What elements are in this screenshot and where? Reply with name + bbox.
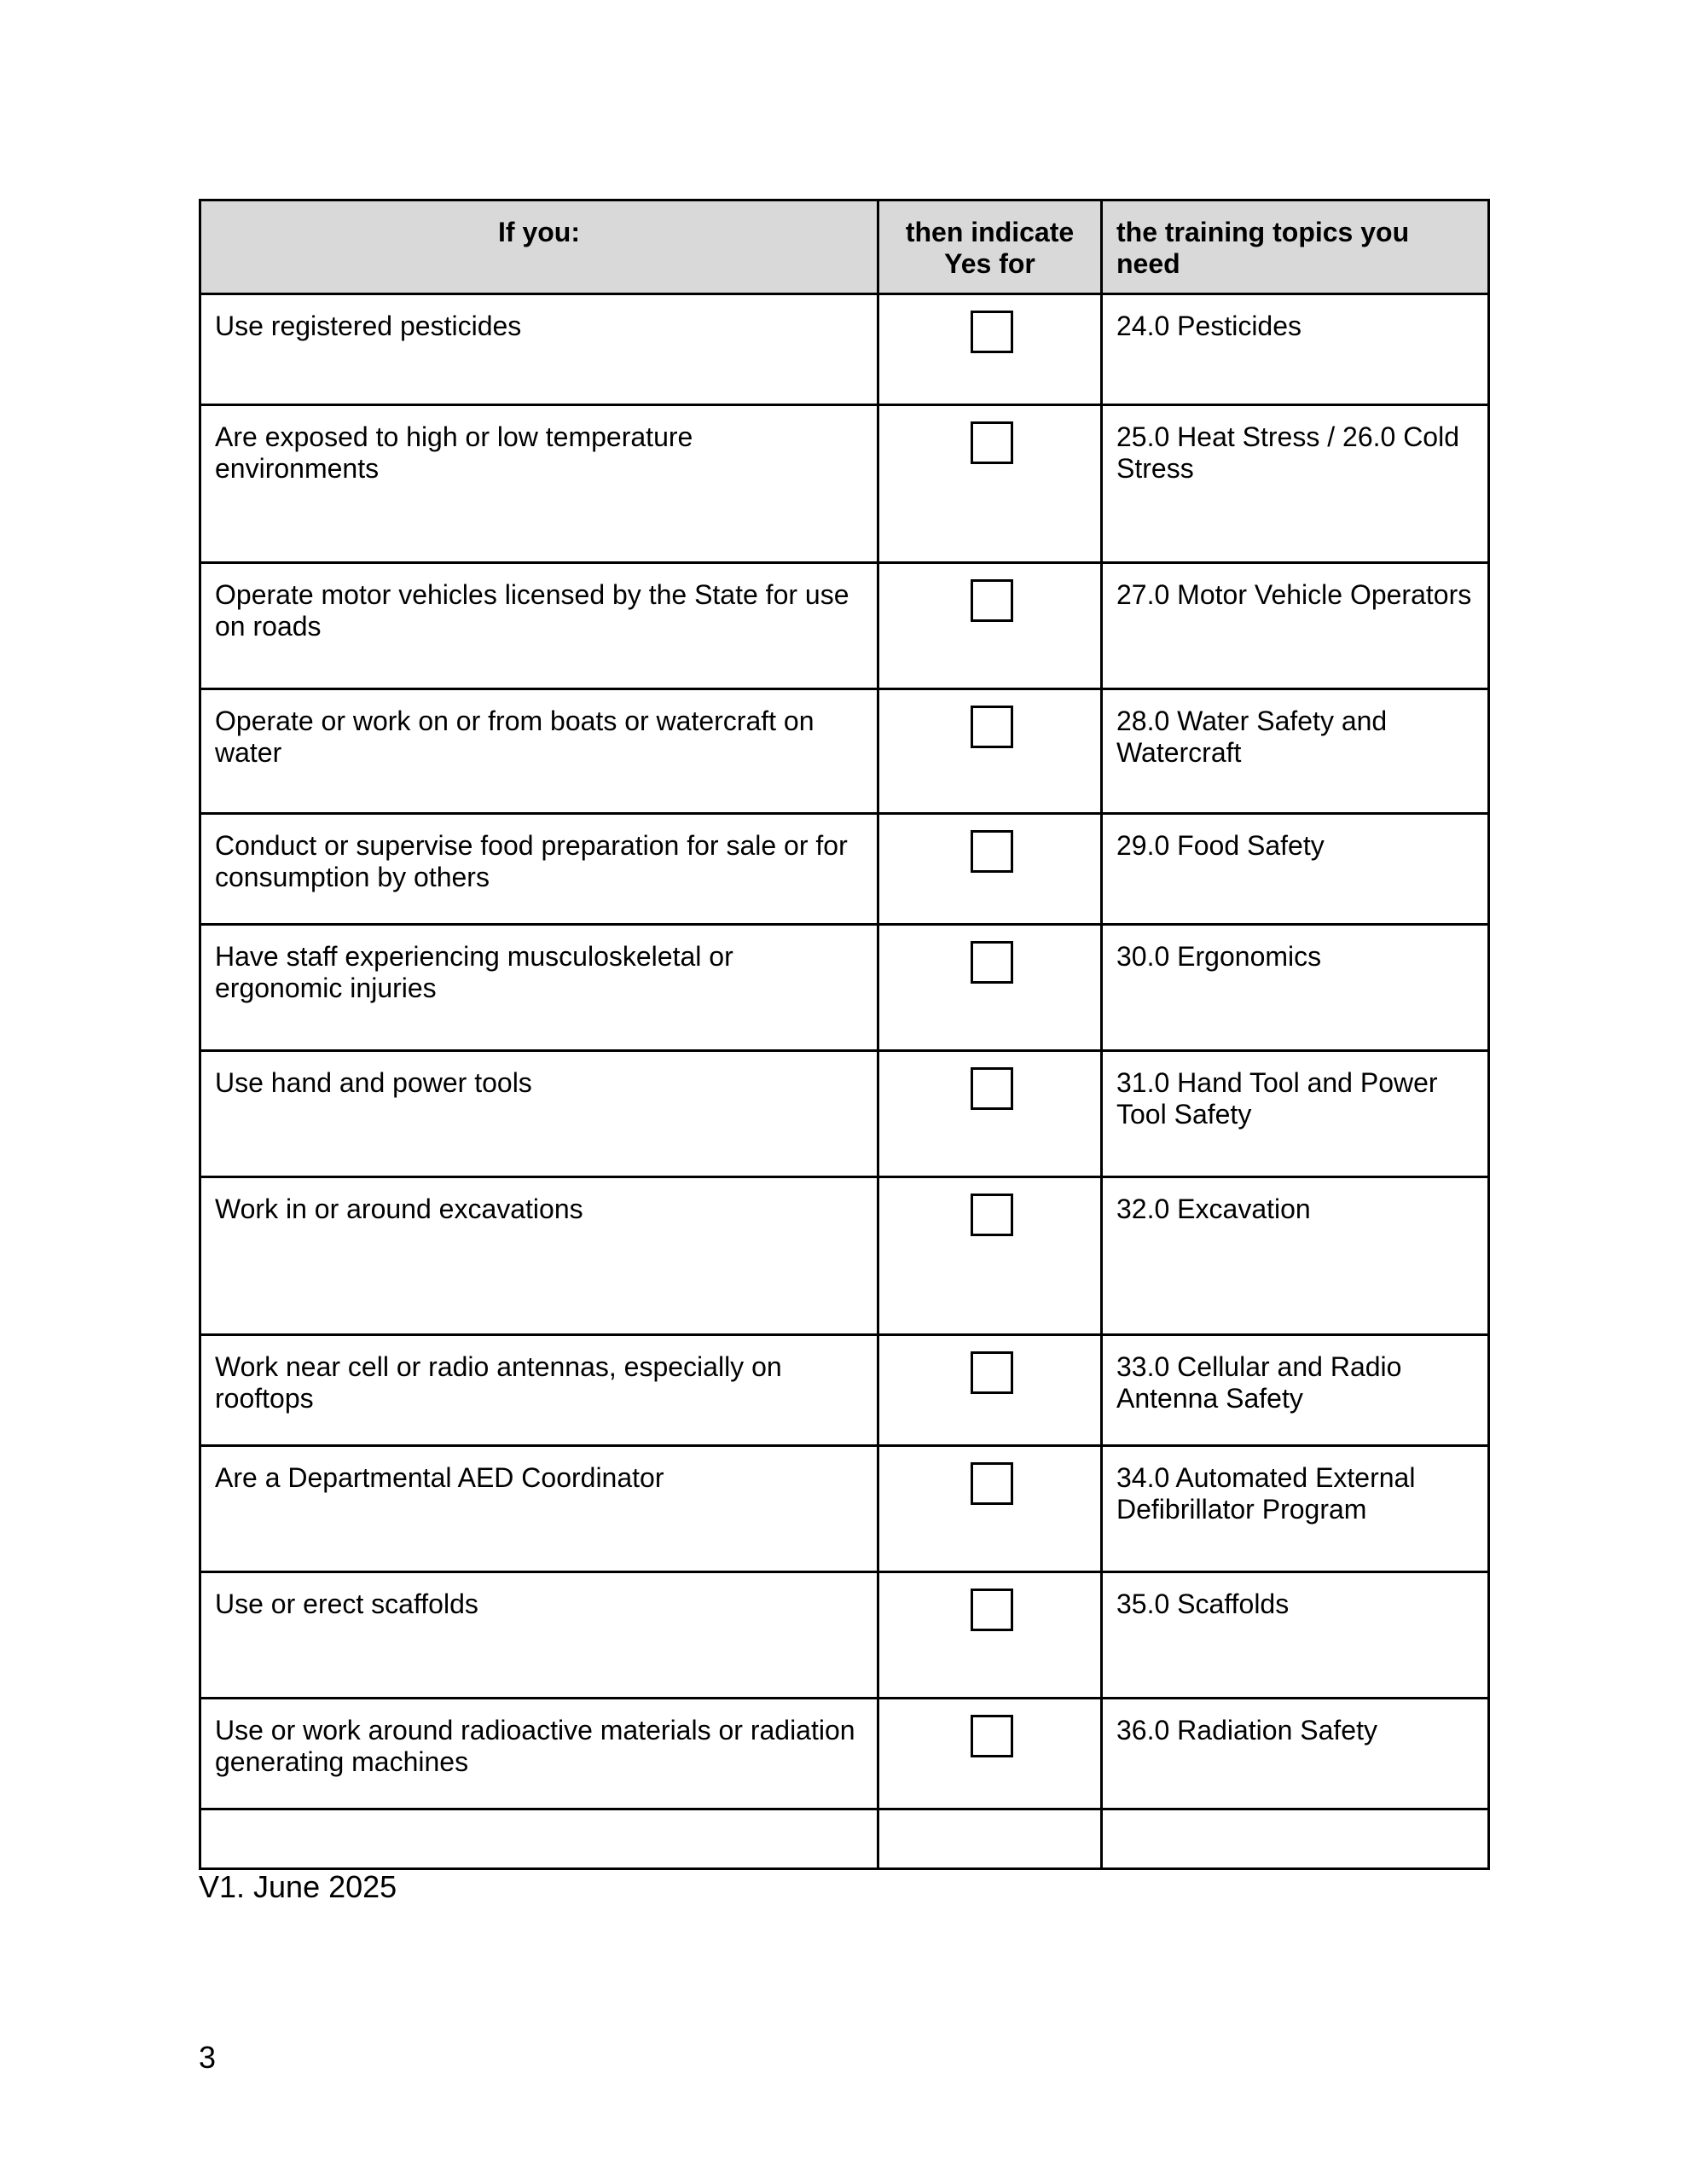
table-row [200, 1446, 1489, 1572]
table-body [200, 294, 1489, 1869]
table-row [200, 1335, 1489, 1446]
checkbox-cell [878, 1335, 1102, 1446]
training-topic-cell: 24.0 Pesticides [1102, 294, 1489, 405]
condition-cell: Work in or around excavations [200, 1177, 878, 1335]
yes-checkbox[interactable] [971, 1715, 1013, 1757]
checkbox-cell [878, 294, 1102, 405]
yes-checkbox[interactable] [971, 311, 1013, 353]
yes-checkbox[interactable] [971, 1067, 1013, 1110]
checkbox-cell [878, 405, 1102, 563]
table-row [200, 1177, 1489, 1335]
condition-cell: Operate motor vehicles licensed by the State for use on roads [200, 563, 878, 689]
yes-checkbox[interactable] [971, 830, 1013, 873]
training-topics-table [199, 199, 1490, 1870]
table-row [200, 1051, 1489, 1177]
yes-checkbox[interactable] [971, 941, 1013, 984]
table-row [200, 925, 1489, 1051]
checkbox-cell [878, 1446, 1102, 1572]
header-indicate-yes: then indicate Yes for [878, 200, 1102, 294]
yes-checkbox[interactable] [971, 1351, 1013, 1394]
training-topic-cell: 27.0 Motor Vehicle Operators [1102, 563, 1489, 689]
checkbox-cell [878, 814, 1102, 925]
version-text: V1. June 2025 [199, 1869, 397, 1904]
yes-checkbox[interactable] [971, 706, 1013, 748]
training-topic-cell: 29.0 Food Safety [1102, 814, 1489, 925]
checkbox-cell [878, 925, 1102, 1051]
table-row [200, 814, 1489, 925]
table-row [200, 1572, 1489, 1699]
training-topic-cell: 28.0 Water Safety and Watercraft [1102, 689, 1489, 814]
empty-cell [878, 1809, 1102, 1869]
yes-checkbox[interactable] [971, 1589, 1013, 1631]
condition-cell: Use hand and power tools [200, 1051, 878, 1177]
yes-checkbox[interactable] [971, 1462, 1013, 1505]
condition-cell: Operate or work on or from boats or watercraft on water [200, 689, 878, 814]
table-row [200, 294, 1489, 405]
checkbox-cell [878, 563, 1102, 689]
training-topic-cell: 34.0 Automated External Defibrillator Program [1102, 1446, 1489, 1572]
training-topic-cell: 25.0 Heat Stress / 26.0 Cold Stress [1102, 405, 1489, 563]
table-row [200, 689, 1489, 814]
empty-cell [200, 1809, 878, 1869]
empty-cell [1102, 1809, 1489, 1869]
condition-cell: Use registered pesticides [200, 294, 878, 405]
table-row [200, 1699, 1489, 1809]
condition-cell: Have staff experiencing musculoskeletal or ergonomic injuries [200, 925, 878, 1051]
condition-cell: Use or work around radioactive materials or radiation generating machines [200, 1699, 878, 1809]
training-topic-cell: 35.0 Scaffolds [1102, 1572, 1489, 1699]
checkbox-cell [878, 1572, 1102, 1699]
checkbox-cell [878, 1177, 1102, 1335]
header-training-topics: the training topics you need [1102, 200, 1489, 294]
condition-cell: Conduct or supervise food preparation for sale or for consumption by others [200, 814, 878, 925]
training-topic-cell: 33.0 Cellular and Radio Antenna Safety [1102, 1335, 1489, 1446]
condition-cell: Are a Departmental AED Coordinator [200, 1446, 878, 1572]
empty-table-row [200, 1809, 1489, 1869]
training-topic-cell: 31.0 Hand Tool and Power Tool Safety [1102, 1051, 1489, 1177]
yes-checkbox[interactable] [971, 1194, 1013, 1236]
checkbox-cell [878, 1051, 1102, 1177]
condition-cell: Work near cell or radio antennas, especially on rooftops [200, 1335, 878, 1446]
table-header-row [200, 200, 1489, 294]
table-row [200, 563, 1489, 689]
yes-checkbox[interactable] [971, 579, 1013, 622]
training-topic-cell: 36.0 Radiation Safety [1102, 1699, 1489, 1809]
table-row [200, 405, 1489, 563]
checkbox-cell [878, 1699, 1102, 1809]
header-if-you: If you: [200, 200, 878, 294]
training-topic-cell: 32.0 Excavation [1102, 1177, 1489, 1335]
page-number: 3 [199, 2040, 217, 2075]
yes-checkbox[interactable] [971, 421, 1013, 464]
training-topic-cell: 30.0 Ergonomics [1102, 925, 1489, 1051]
condition-cell: Use or erect scaffolds [200, 1572, 878, 1699]
condition-cell: Are exposed to high or low temperature environments [200, 405, 878, 563]
checkbox-cell [878, 689, 1102, 814]
